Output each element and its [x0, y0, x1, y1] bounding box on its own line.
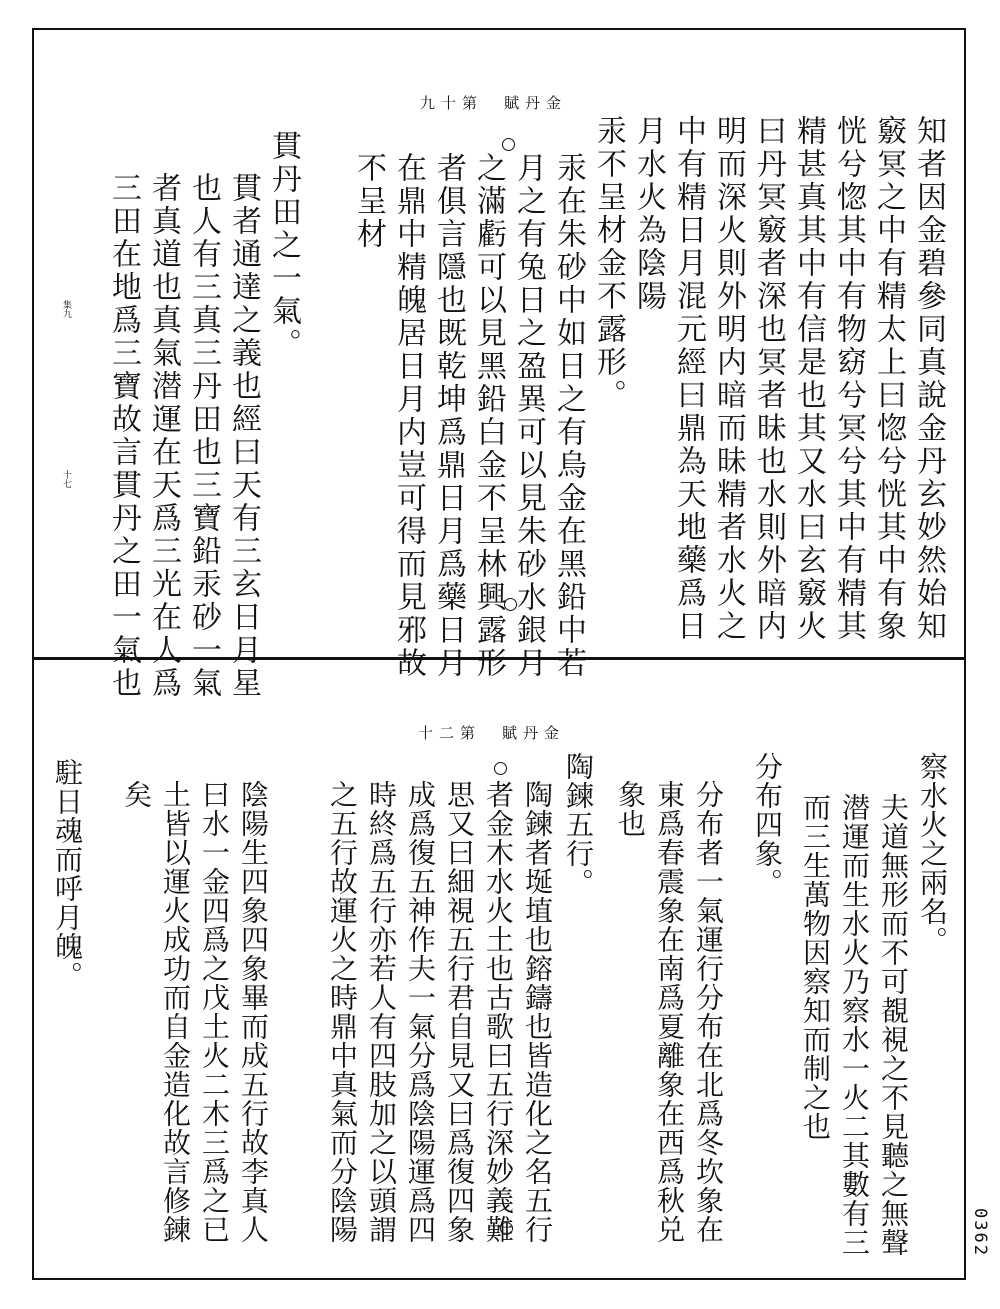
- text-column: 思又曰細視五行君自見又曰爲復四象: [443, 780, 476, 1244]
- text-column: 在鼎中精魄居日月内豈可得而見邪故: [391, 152, 426, 680]
- text-column: 恍兮惚其中有物窈兮冥兮其中有精其: [831, 115, 866, 643]
- text-column: 陰陽生四象四象畢而成五行故李真人: [237, 780, 270, 1244]
- text-column: 也人有三真三丹田也三寶鉛汞砂一氣: [186, 172, 221, 700]
- paragraph-marker-circle: [500, 1222, 513, 1235]
- section-heading: 貫丹田之一氣。: [266, 130, 301, 361]
- text-column: 之滿虧可以見黑鉛白金不呈林興露形: [471, 152, 506, 680]
- bottom-page-header: 十二第 賦丹金: [418, 724, 566, 742]
- text-column: 月之有兔日之盈異可以見朱砂水銀月: [511, 152, 546, 680]
- text-column: 者真道也真氣潜運在天爲三光在人爲: [146, 172, 181, 700]
- text-column: 曰水一金四爲之戊土火二木三爲之已: [198, 780, 231, 1244]
- text-column: 者金木水火土也古歌曰五行深妙義難: [482, 780, 515, 1244]
- paragraph-marker-circle: [502, 138, 515, 151]
- section-heading: 察水火之兩名。: [916, 752, 949, 955]
- text-column: 夫道無形而不可覩視之不見聽之無聲: [877, 793, 910, 1257]
- paragraph-marker-circle: [504, 598, 517, 611]
- top-page-header: 九十第 賦丹金: [420, 94, 568, 112]
- text-column: 曰丹冥竅者深也冥者昧也水則外暗内: [751, 115, 786, 643]
- text-column: 貫者通達之義也經曰天有三玄日月星: [226, 172, 261, 700]
- text-column: 精甚真其中有信是也其又水曰玄竅火: [791, 115, 826, 643]
- text-column: 時終爲五行亦若人有四肢加之以頭謂: [365, 780, 398, 1244]
- text-column: 明而深火則外明内暗而昧精者水火之: [711, 115, 746, 643]
- text-column: 三田在地爲三寶故言貫丹之田一氣也: [106, 172, 141, 700]
- text-column: 不呈材: [351, 152, 386, 251]
- margin-note: 集九: [61, 300, 71, 318]
- page-number: 0362: [970, 1208, 990, 1257]
- text-column: 矣: [120, 780, 153, 809]
- section-heading: 汞不呈材金不露形。: [591, 115, 626, 412]
- text-column: 中有精日月混元經曰鼎為天地藥爲日: [671, 115, 706, 643]
- text-column: 陶鍊者埏埴也鎔鑄也皆造化之名五行: [521, 780, 554, 1244]
- text-column: 象也: [614, 780, 647, 838]
- section-heading: 陶鍊五行。: [562, 752, 595, 897]
- margin-note: 十七: [61, 470, 71, 488]
- text-column: 而三生萬物因察知而制之也: [799, 793, 832, 1141]
- section-heading: 駐日魂而呼月魄。: [51, 758, 84, 990]
- text-column: 竅冥之中有精太上曰惚兮恍其中有象: [871, 115, 906, 643]
- text-column: 分布者一氣運行分布在北爲冬坎象在: [692, 780, 725, 1244]
- text-column: 汞在朱砂中如日之有烏金在黑鉛中若: [551, 152, 586, 680]
- text-column: 土皆以運火成功而自金造化故言修鍊: [159, 780, 192, 1244]
- text-column: 者俱言隱也既乾坤爲鼎日月爲藥日月: [431, 152, 466, 680]
- paragraph-marker-circle: [494, 762, 507, 775]
- text-column: 潜運而生水火乃察水一火二其數有三: [838, 793, 871, 1257]
- text-column: 知者因金碧參同真說金丹玄妙然始知: [911, 115, 946, 643]
- text-column: 月水火為陰陽: [631, 115, 666, 313]
- text-column: 之五行故運火之時鼎中真氣而分陰陽: [326, 780, 359, 1244]
- text-column: 東爲春震象在南爲夏離象在西爲秋兑: [653, 780, 686, 1244]
- section-heading: 分布四象。: [751, 752, 784, 897]
- text-column: 成爲復五神作夫一氣分爲陰陽運爲四: [404, 780, 437, 1244]
